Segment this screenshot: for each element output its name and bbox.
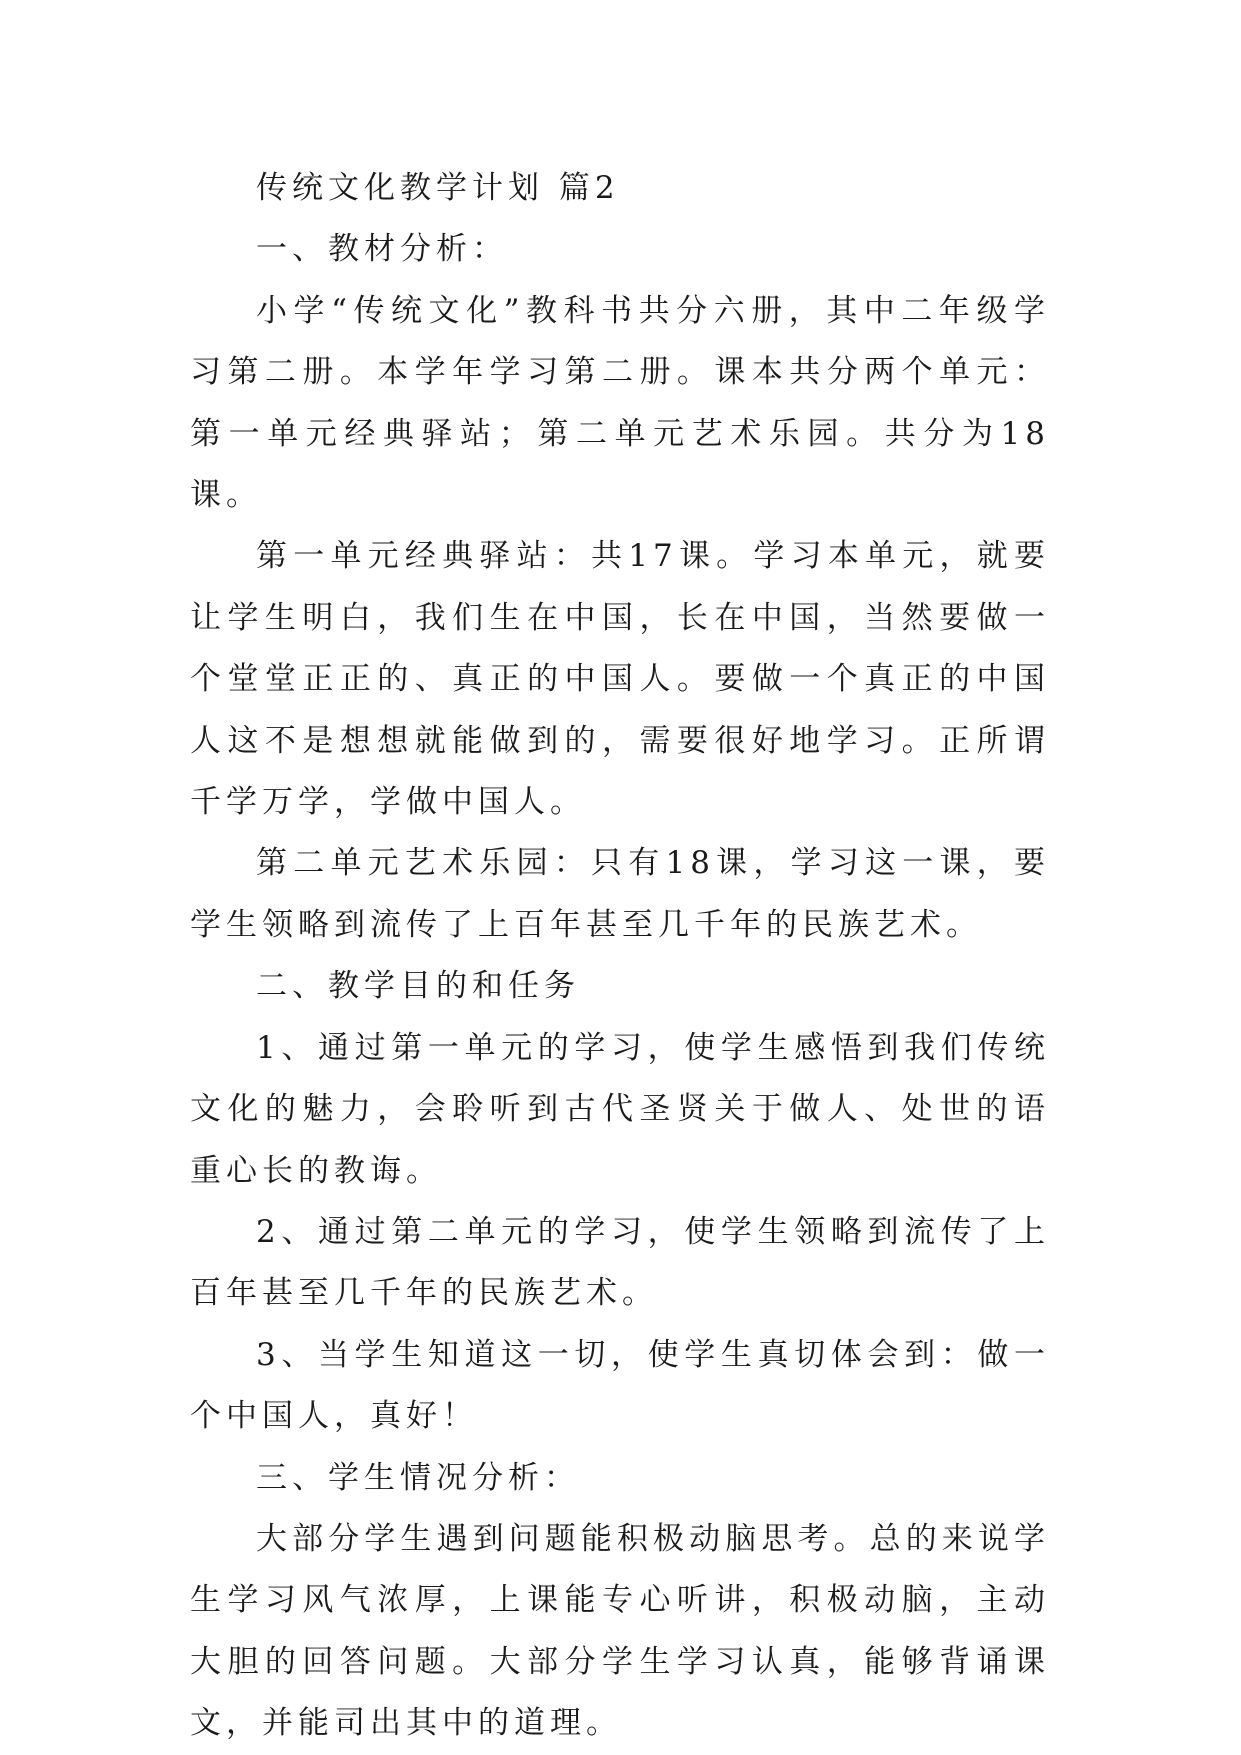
paragraph-goal-2: 2、通过第二单元的学习，使学生领略到流传了上百年甚至几千年的民族艺术。	[190, 1213, 1050, 1312]
section-heading-student-analysis: 三、学生情况分析：	[256, 1459, 580, 1496]
section-heading-textbook-analysis: 一、教材分析：	[256, 231, 508, 268]
paragraph-goal-3: 3、当学生知道这一切，使学生真切体会到：做一个中国人，真好！	[190, 1336, 1050, 1435]
paragraph-unit-two: 第二单元艺术乐园：只有18课，学习这一课，要学生领略到流传了上百年甚至几千年的民族艺术。	[190, 845, 1050, 943]
paragraph-goal-1: 1、通过第一单元的学习，使学生感悟到我们传统文化的魅力，会聆听到古代圣贤关于做人、处世的语重心长的教诲。	[190, 1029, 1050, 1189]
paragraph-unit-one: 第一单元经典驿站：共17课。学习本单元，就要让学生明白，我们生在中国，长在中国，当然要做一个堂堂正正的、真正的中国人。要做一个真正的中国人这不是想想就能做到的，需要很好地学习。正所谓千学万学，学做中国人。	[190, 538, 1050, 821]
document-title: 传统文化教学计划 篇2	[256, 170, 620, 206]
paragraph-textbook-overview: 小学“传统文化”教科书共分六册，其中二年级学习第二册。本学年学习第二册。课本共分两个单元：第一单元经典驿站；第二单元艺术乐园。共分为18课。	[190, 292, 1050, 514]
document-body	[190, 158, 1050, 1755]
section-heading-goals-tasks: 二、教学目的和任务	[256, 968, 580, 1005]
paragraph-student-analysis: 大部分学生遇到问题能积极动脑思考。总的来说学生学习风气浓厚，上课能专心听讲，积极动脑，主动大胆的回答问题。大部分学生学习认真，能够背诵课文，并能司出其中的道理。	[190, 1520, 1050, 1742]
